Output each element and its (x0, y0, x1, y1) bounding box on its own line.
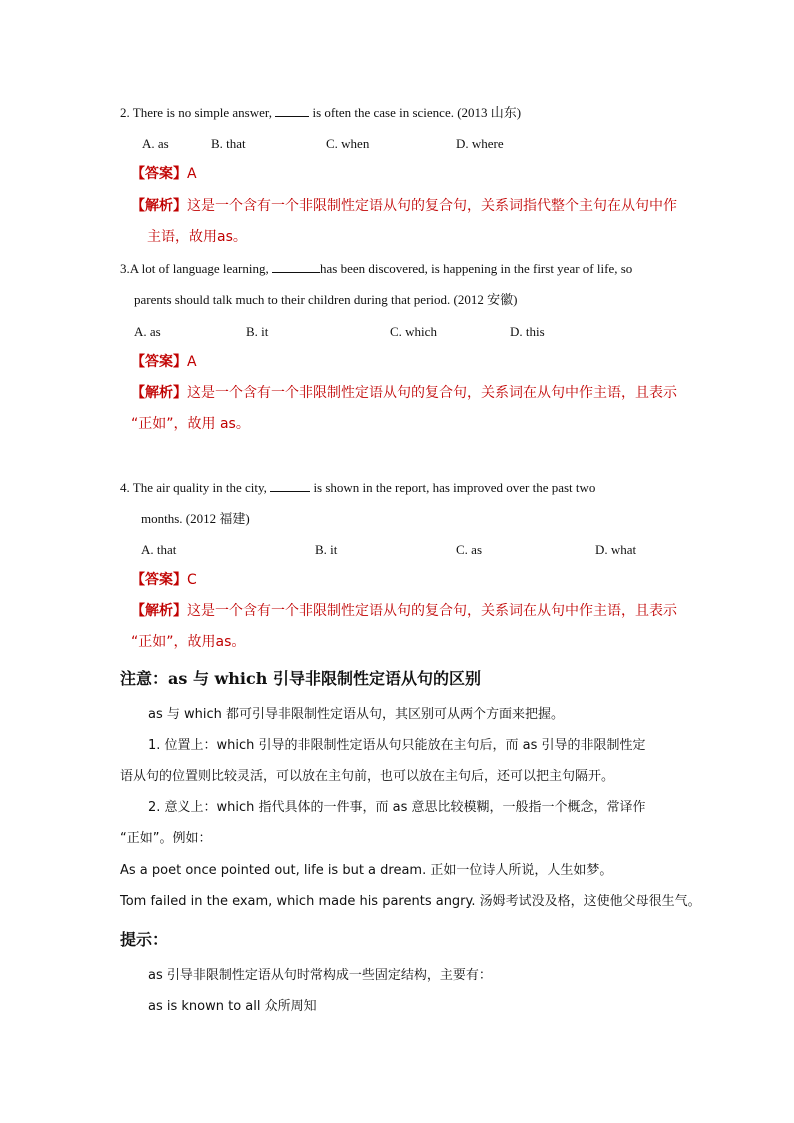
analysis-line (131, 384, 677, 402)
analysis-tag: 【解析】 (131, 603, 187, 619)
question-2-stem-start: 2. There is no simple answer, (120, 105, 276, 120)
question-3-stem-end: has been discovered, is happening in the first year of life, so (320, 261, 633, 276)
section-heading-tip: 提示： (120, 930, 169, 949)
question-3-stem-start: 3.A lot of language learning, (120, 261, 272, 276)
analysis-continuation: 主语，故用as。 (147, 229, 247, 245)
option-a: A. that (141, 542, 177, 557)
answer-value: A (187, 166, 197, 182)
analysis-continuation: “正如”，故用as。 (131, 634, 246, 650)
example-sentence-2: Tom failed in the exam, which made his parents angry. 汤姆考试没及格，这使他父母很生气。 (120, 894, 701, 909)
section-heading-note: 注意：as 与 which 引导非限制性定语从句的区别 (120, 669, 481, 688)
option-d: D. what (595, 542, 637, 557)
analysis-text: 这是一个含有一个非限制性定语从句的复合句，关系词在从句中作主语，且表示 (187, 385, 677, 401)
option-a: A. as (142, 136, 169, 151)
answer-line (131, 165, 197, 183)
analysis-line (131, 602, 677, 620)
answer-tag: 【答案】 (131, 166, 187, 182)
answer-blank (272, 261, 320, 273)
answer-blank (275, 105, 309, 117)
note-point-2-continuation: “正如”。例如： (120, 831, 212, 846)
question-4-stem-line2: months. (2012 福建) (141, 511, 250, 526)
example-sentence-1: As a poet once pointed out, life is but a dream. 正如一位诗人所说，人生如梦。 (120, 863, 613, 878)
answer-value: A (187, 354, 197, 370)
question-2 (120, 104, 521, 122)
note-point-2: 2. 意义上：which 指代具体的一件事，而 as 意思比较模糊，一般指一个概念，常译作 (148, 800, 646, 815)
option-d: D. this (510, 324, 545, 339)
answer-tag: 【答案】 (131, 354, 187, 370)
option-c: C. which (390, 324, 437, 339)
analysis-tag: 【解析】 (131, 385, 187, 401)
analysis-line (131, 197, 677, 215)
question-3 (120, 260, 632, 278)
note-point-1: 1. 位置上：which 引导的非限制性定语从句只能放在主句后，而 as 引导的非限制性定 (148, 738, 646, 753)
option-c: C. as (456, 542, 482, 557)
question-3-stem-line2: parents should talk much to their children during that period. (2012 安徽) (134, 292, 518, 307)
analysis-continuation: “正如”，故用 as。 (131, 416, 250, 432)
answer-tag: 【答案】 (131, 572, 187, 588)
analysis-text: 这是一个含有一个非限制性定语从句的复合句，关系词指代整个主句在从句中作 (187, 198, 677, 214)
note-point-1-continuation: 语从句的位置则比较灵活，可以放在主句前，也可以放在主句后，还可以把主句隔开。 (120, 769, 615, 784)
option-a: A. as (134, 324, 161, 339)
answer-line (131, 571, 197, 589)
answer-value: C (187, 572, 197, 588)
option-b: B. it (315, 542, 338, 557)
note-intro: as 与 which 都可引导非限制性定语从句，其区别可从两个方面来把握。 (148, 707, 565, 722)
answer-line (131, 353, 197, 371)
analysis-tag: 【解析】 (131, 198, 187, 214)
answer-blank (270, 480, 310, 492)
option-b: B. it (246, 324, 269, 339)
option-d: D. where (456, 136, 504, 151)
question-4-stem-end: is shown in the report, has improved over the past two (310, 480, 596, 495)
option-c: C. when (326, 136, 370, 151)
option-b: B. that (211, 136, 246, 151)
tip-item-1: as is known to all 众所周知 (148, 999, 317, 1014)
tip-intro: as 引导非限制性定语从句时常构成一些固定结构，主要有： (148, 968, 492, 983)
analysis-text: 这是一个含有一个非限制性定语从句的复合句，关系词在从句中作主语，且表示 (187, 603, 677, 619)
question-2-stem-end: is often the case in science. (2013 山东) (309, 105, 522, 120)
question-4-stem-start: 4. The air quality in the city, (120, 480, 271, 495)
question-4 (120, 479, 595, 497)
